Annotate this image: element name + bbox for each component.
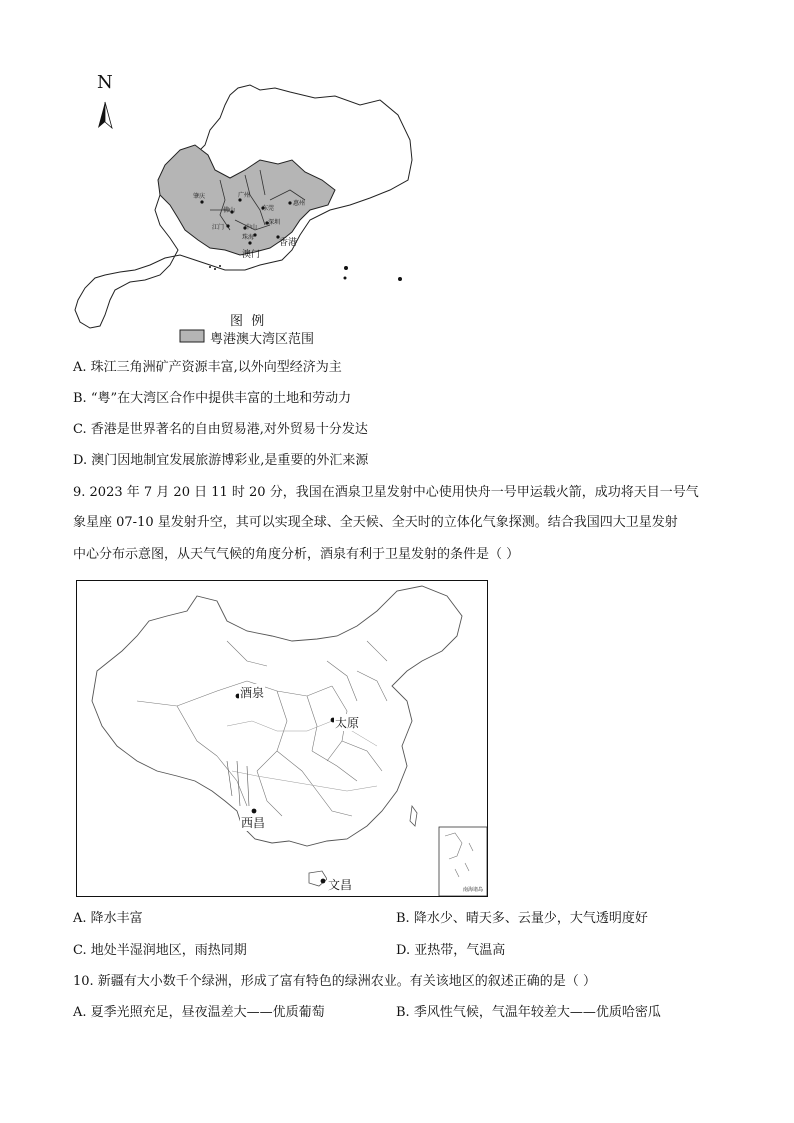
site-dot-xichang <box>252 809 257 814</box>
q8-option-d: D. 澳门因地制宜发展旅游博彩业,是重要的外汇来源 <box>73 453 369 468</box>
hainan-island <box>309 871 327 886</box>
china-outline <box>92 586 462 846</box>
city-label-zhuhai: 珠海 <box>242 234 255 241</box>
city-label-jiangmen: 江门 <box>212 224 225 231</box>
city-label-dongguan: 东莞 <box>262 205 275 212</box>
label-inset: 南海诸岛 <box>463 887 484 893</box>
north-label: N <box>97 72 113 93</box>
city-label-macau: 澳门 <box>242 250 261 260</box>
north-arrow-shape <box>98 102 105 128</box>
q9-option-a: A. 降水丰富 <box>73 911 143 926</box>
label-jiuquan: 酒泉 <box>240 686 265 700</box>
city-label-hongkong: 香港 <box>279 238 298 248</box>
rivers <box>227 721 377 791</box>
q10-stem: 10. 新疆有大小数千个绿洲，形成了富有特色的绿洲农业。有关该地区的叙述正确的是（ ） <box>73 974 596 989</box>
q10-option-a: A. 夏季光照充足，昼夜温差大——优质葡萄 <box>73 1005 325 1020</box>
legend-item-label: 粤港澳大湾区范围 <box>210 332 315 347</box>
city-label-guangzhou: 广州 <box>238 192 251 199</box>
q8-option-b: B. “粤”在大湾区合作中提供丰富的土地和劳动力 <box>73 391 352 406</box>
legend-swatch <box>180 330 204 342</box>
gba-map-drawing <box>60 60 430 350</box>
q9-option-b: B. 降水少、晴天多、云量少，大气透明度好 <box>396 911 648 926</box>
city-label-zhaoqing: 肇庆 <box>193 193 206 200</box>
label-taiyuan: 太原 <box>335 716 360 730</box>
q8-option-c: C. 香港是世界著名的自由贸易港,对外贸易十分发达 <box>73 422 368 437</box>
city-label-foshan: 佛山 <box>223 207 236 214</box>
label-xichang: 西昌 <box>241 816 266 830</box>
legend-title: 图 例 <box>230 314 265 329</box>
q9-option-c: C. 地处半湿润地区，雨热同期 <box>73 943 247 958</box>
city-label-huizhou: 惠州 <box>293 200 306 207</box>
china-launch-map <box>76 580 488 897</box>
city-label-zhongshan: 中山 <box>245 224 258 231</box>
china-map-drawing <box>77 581 487 896</box>
gba-map <box>60 60 430 350</box>
q9-stem-line-1: 9. 2023 年 7 月 20 日 11 时 20 分，我国在酒泉卫星发射中心使用快舟一号甲运载火箭，成功将天目一号气 <box>73 485 699 500</box>
q9-stem-line-3: 中心分布示意图，从天气气候的角度分析，酒泉有利于卫星发射的条件是（ ） <box>73 547 520 562</box>
q9-stem-line-2: 象星座 07-10 星发射升空，其可以实现全球、全天候、全天时的立体化气象探测。结合我国四大卫星发射 <box>73 515 678 530</box>
taiwan-island <box>410 806 417 826</box>
q8-option-a: A. 珠江三角洲矿产资源丰富,以外向型经济为主 <box>73 360 342 375</box>
city-label-shenzhen: 深圳 <box>268 219 281 226</box>
site-dot-wenchang <box>321 879 326 884</box>
label-wenchang: 文昌 <box>328 878 353 892</box>
q10-option-b: B. 季风性气候，气温年较差大——优质哈密瓜 <box>396 1005 661 1020</box>
q9-option-d: D. 亚热带，气温高 <box>396 943 506 958</box>
islands <box>209 265 402 281</box>
